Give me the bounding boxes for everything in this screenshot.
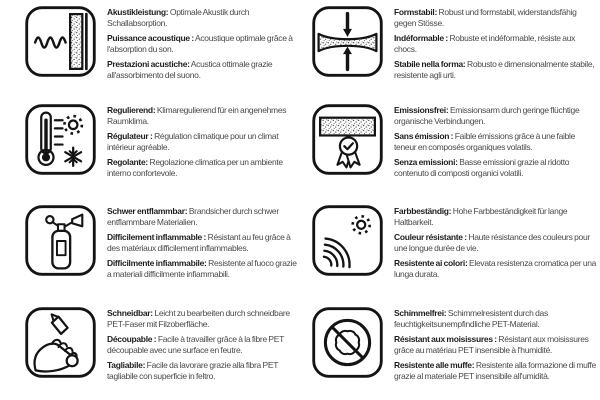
feature-acoustic — [0, 6, 300, 104]
feature-text-fr: Puissance acoustique : Acoustique optimale grâce à l'absorption du son. — [107, 32, 293, 55]
no-mold-icon-svg — [312, 307, 383, 378]
feature-label-it: Senza emissioni: — [394, 156, 458, 167]
cutter-body — [52, 317, 68, 334]
extinguisher-horn — [72, 215, 82, 227]
feature-shape-stability — [300, 6, 600, 104]
feature-acoustic-text — [107, 6, 300, 85]
feature-text-it: Resistente alle muffe: Resistente alla formazione di muffe grazie al materiale PET insensibile all'umidità. — [394, 359, 596, 382]
climate-regulating-icon-svg — [25, 104, 96, 175]
feature-cuttable-text — [107, 307, 300, 386]
feature-emission-free — [300, 104, 600, 205]
feature-text-de: Schwer entflammbar: Brandsicher durch schwer entflammbare Materialien. — [107, 206, 279, 228]
fire-extinguisher-icon — [25, 205, 96, 276]
feature-flame-retardant-text — [107, 205, 300, 284]
feature-text-de: Regulierend: Klimaregulierend für ein angenehmes Raumklima. — [107, 105, 287, 127]
climate-regulating-icon — [25, 104, 96, 175]
feature-text-it: Difficilmente infiammabile: Resistente al fuoco grazie a materiali difficilmente infiammabili. — [107, 257, 297, 280]
feature-shape-stability-text — [394, 6, 598, 85]
sound-absorption-icon-svg — [25, 6, 96, 77]
feature-cuttable — [0, 307, 300, 400]
feature-text-de: Schneidbar: Leicht zu bearbeiten durch schneidbare PET-Faser mit Filzoberfläche. — [107, 308, 290, 330]
feature-label-fr: Couleur résistante : — [394, 231, 467, 242]
feature-label-de: Formstabil: — [394, 7, 437, 17]
feature-text-fr: Sans émission : Faible émissions grâce à une faible teneur en composés organiques volatils. — [394, 130, 576, 153]
feature-label-de: Schimmelfrei: — [394, 308, 447, 318]
emission-free-icon-svg — [312, 104, 383, 175]
feature-mold-free-text — [394, 307, 598, 386]
feature-climate-text — [107, 104, 300, 183]
feature-label-it: Resistente ai colori: — [394, 257, 468, 268]
feature-text-it: Senza emissioni: Basse emissioni grazie al ridotto contenuto di composti organici volatili. — [394, 156, 570, 179]
badge-circle — [340, 137, 357, 154]
feature-text-de: Schimmelfrei: Schimmelresistent durch das feuchtigkeitsunempfindliche PET-Material. — [394, 308, 548, 330]
feature-label-it: Prestazioni acustiche: — [107, 58, 190, 69]
feature-flame-retardant — [0, 205, 300, 307]
sun-icon — [69, 121, 78, 130]
shape-stability-icon — [312, 6, 383, 77]
feature-label-it: Stabile nella forma: — [394, 58, 466, 69]
feature-label-fr: Difficilement inflammable : — [107, 231, 207, 242]
snowflake-icon — [65, 148, 81, 166]
feature-label-de: Schneidbar: — [107, 308, 153, 318]
feature-text-it: Tagliabile: Facile da lavorare grazie alla fibra PET tagliabile con superficie in feltro. — [107, 359, 278, 382]
feature-label-de: Emissionsfrei: — [394, 105, 449, 115]
feature-text-de: Akustikleistung: Optimale Akustik durch Schallabsorption. — [107, 7, 250, 29]
feature-text-fr: Régulateur : Régulation climatique pour un climat intérieur agréable. — [107, 130, 279, 153]
feature-text-it: Resistente ai colori: Elevata resistenza cromatica per una lunga durata. — [394, 257, 597, 280]
feature-text-fr: Découpable : Facile à travailler grâce à la fibre PET découpable avec une surface en feutre. — [107, 333, 284, 356]
feature-label-it: Resistente alle muffe: — [394, 359, 475, 370]
hand-cutter-icon — [25, 307, 96, 378]
sound-absorption-icon — [25, 6, 96, 77]
feature-text-fr: Couleur résistante : Haute résistance des couleurs pour une longue durée de vie. — [394, 231, 590, 254]
feature-text-fr: Difficilement inflammable : Résistant au feu grâce à des matériaux difficilement inflammables. — [107, 231, 291, 254]
feature-label-fr: Puissance acoustique : — [107, 32, 194, 43]
feature-color-fastness-text — [394, 205, 598, 284]
feature-text-it: Prestazioni acustiche: Acustica ottimale grazie all'assorbimento del suono. — [107, 58, 273, 81]
feature-text-de: Formstabil: Robust und formstabil, widerstandsfähig gegen Stösse. — [394, 7, 577, 29]
fire-extinguisher-icon-svg — [25, 205, 96, 276]
feature-label-de: Regulierend: — [107, 105, 156, 115]
feature-label-it: Difficilmente infiammabile: — [107, 257, 207, 268]
feature-color-fastness — [300, 205, 600, 307]
shape-stability-icon-svg — [312, 6, 383, 77]
feature-label-de: Farbbeständig: — [394, 206, 452, 216]
feature-text-fr: Résistant aux moisissures : Résistant aux moisissures grâce au matériau PET insensible à l'humidité. — [394, 333, 589, 356]
emission-free-icon — [312, 104, 383, 175]
feature-climate — [0, 104, 300, 205]
feature-label-de: Schwer entflammbar: — [107, 206, 188, 216]
color-fastness-icon — [312, 205, 383, 276]
feature-text-it: Stabile nella forma: Robusto e dimensionalmente stabile, resistente agli urti. — [394, 58, 595, 81]
feature-label-fr: Sans émission : — [394, 130, 454, 141]
color-fastness-icon-svg — [312, 205, 383, 276]
feature-text-it: Regolante: Regolazione climatica per un ambiente interno confortevole. — [107, 156, 283, 179]
feature-label-fr: Indéformable : — [394, 32, 448, 43]
feature-text-de: Emissionsfrei: Emissionsarm durch geringe flüchtige organische Verbindungen. — [394, 105, 580, 127]
feature-label-it: Regolante: — [107, 156, 148, 167]
feature-label-fr: Régulateur : — [107, 130, 153, 141]
feature-text-fr: Indéformable : Robuste et indéformable, résiste aux chocs. — [394, 32, 576, 55]
feature-text-de: Farbbeständig: Hohe Farbbeständigkeit für lange Haltbarkeit. — [394, 206, 568, 228]
feature-label-fr: Résistant aux moisissures : — [394, 333, 497, 344]
feature-mold-free — [300, 307, 600, 400]
sun-icon — [357, 221, 365, 229]
feature-emission-free-text — [394, 104, 598, 183]
feature-label-it: Tagliabile: — [107, 359, 146, 370]
hand-cutter-icon-svg — [25, 307, 96, 378]
feature-label-de: Akustikleistung: — [107, 7, 169, 17]
no-mold-icon — [312, 307, 383, 378]
feature-label-fr: Découpable : — [107, 333, 157, 344]
